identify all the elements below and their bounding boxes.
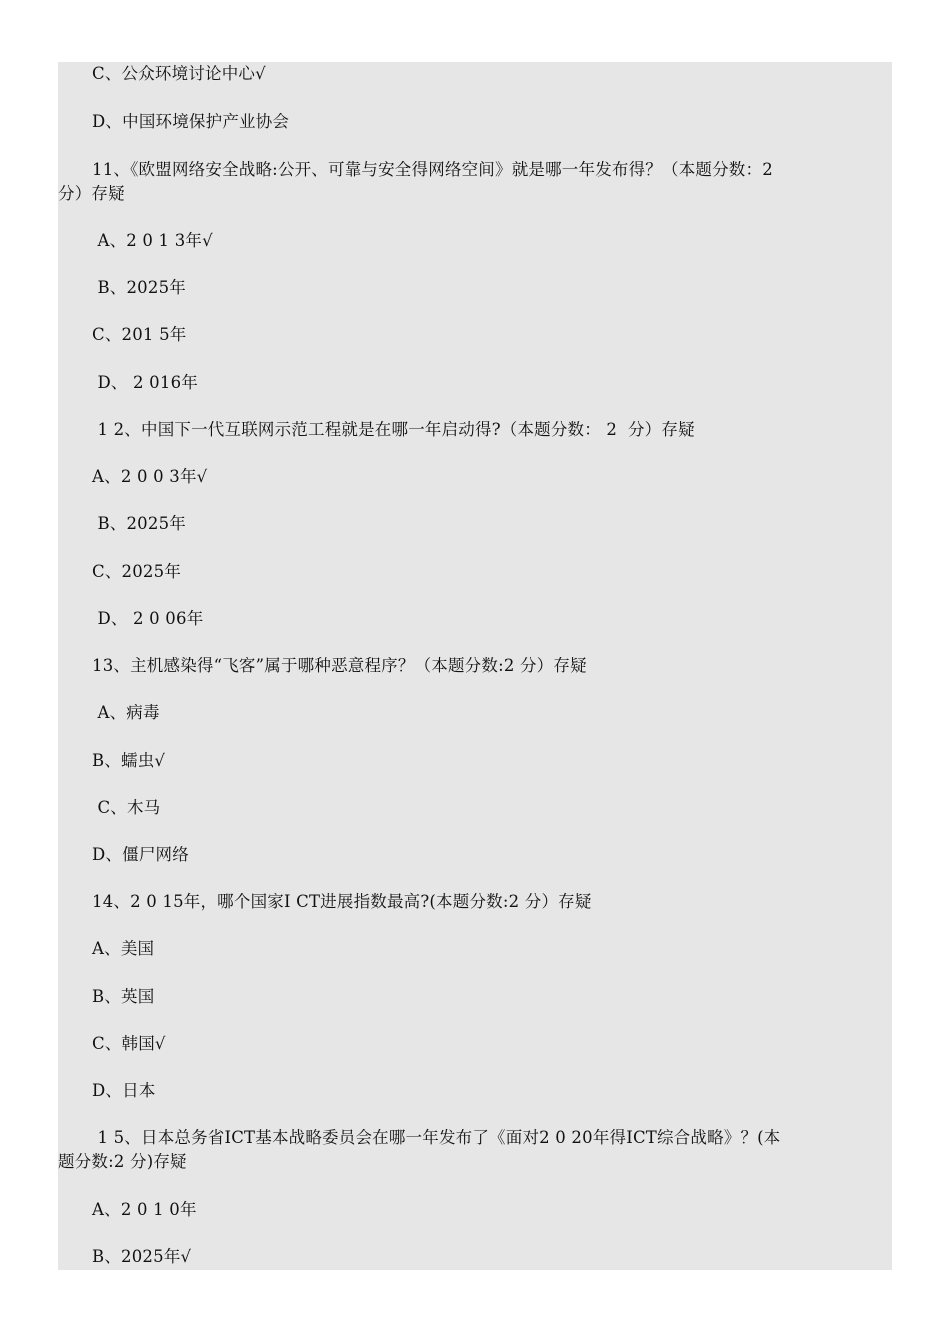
answer-option: C、201 5年	[92, 325, 187, 344]
document-page	[58, 62, 892, 1270]
question-text: 11、《欧盟网络安全战略:公开、可靠与安全得网络空间》就是哪一年发布得？（本题分数：2	[92, 160, 773, 179]
answer-option: D、中国环境保护产业协会	[92, 112, 290, 131]
answer-option: D、僵尸网络	[92, 845, 189, 864]
answer-option: B、蠕虫√	[92, 751, 166, 770]
answer-option: A、美国	[92, 939, 155, 958]
question-text-continued: 分）存疑	[58, 184, 125, 203]
answer-option: D、 2 016年	[92, 373, 198, 392]
answer-option: A、2 0 0 3年√	[92, 467, 208, 486]
question-text: 13、主机感染得“飞客”属于哪种恶意程序？（本题分数:2 分）存疑	[92, 656, 587, 675]
answer-option: D、日本	[92, 1081, 156, 1100]
answer-option: D、 2 0 06年	[92, 609, 204, 628]
answer-option: B、2025年	[92, 278, 186, 297]
question-text: 14、2 0 15年，哪个国家I CT进展指数最高?(本题分数:2 分）存疑	[92, 892, 592, 911]
answer-option: B、2025年√	[92, 1247, 192, 1266]
answer-option: A、病毒	[92, 703, 160, 722]
question-text: 1 5、日本总务省ICT基本战略委员会在哪一年发布了《面对2 0 20年得ICT综合战略》？(本	[92, 1128, 781, 1147]
answer-option: A、2 0 1 3年√	[92, 231, 213, 250]
answer-option: B、英国	[92, 987, 155, 1006]
answer-option: A、2 0 1 0年	[92, 1200, 197, 1219]
answer-option: C、2025年	[92, 562, 182, 581]
question-text: 1 2、中国下一代互联网示范工程就是在哪一年启动得?（本题分数： 2 分）存疑	[92, 420, 695, 439]
question-text-continued: 题分数:2 分)存疑	[58, 1152, 187, 1171]
answer-option: C、木马	[92, 798, 161, 817]
answer-option: C、公众环境讨论中心√	[92, 64, 266, 83]
answer-option: C、韩国√	[92, 1034, 166, 1053]
answer-option: B、2025年	[92, 514, 186, 533]
